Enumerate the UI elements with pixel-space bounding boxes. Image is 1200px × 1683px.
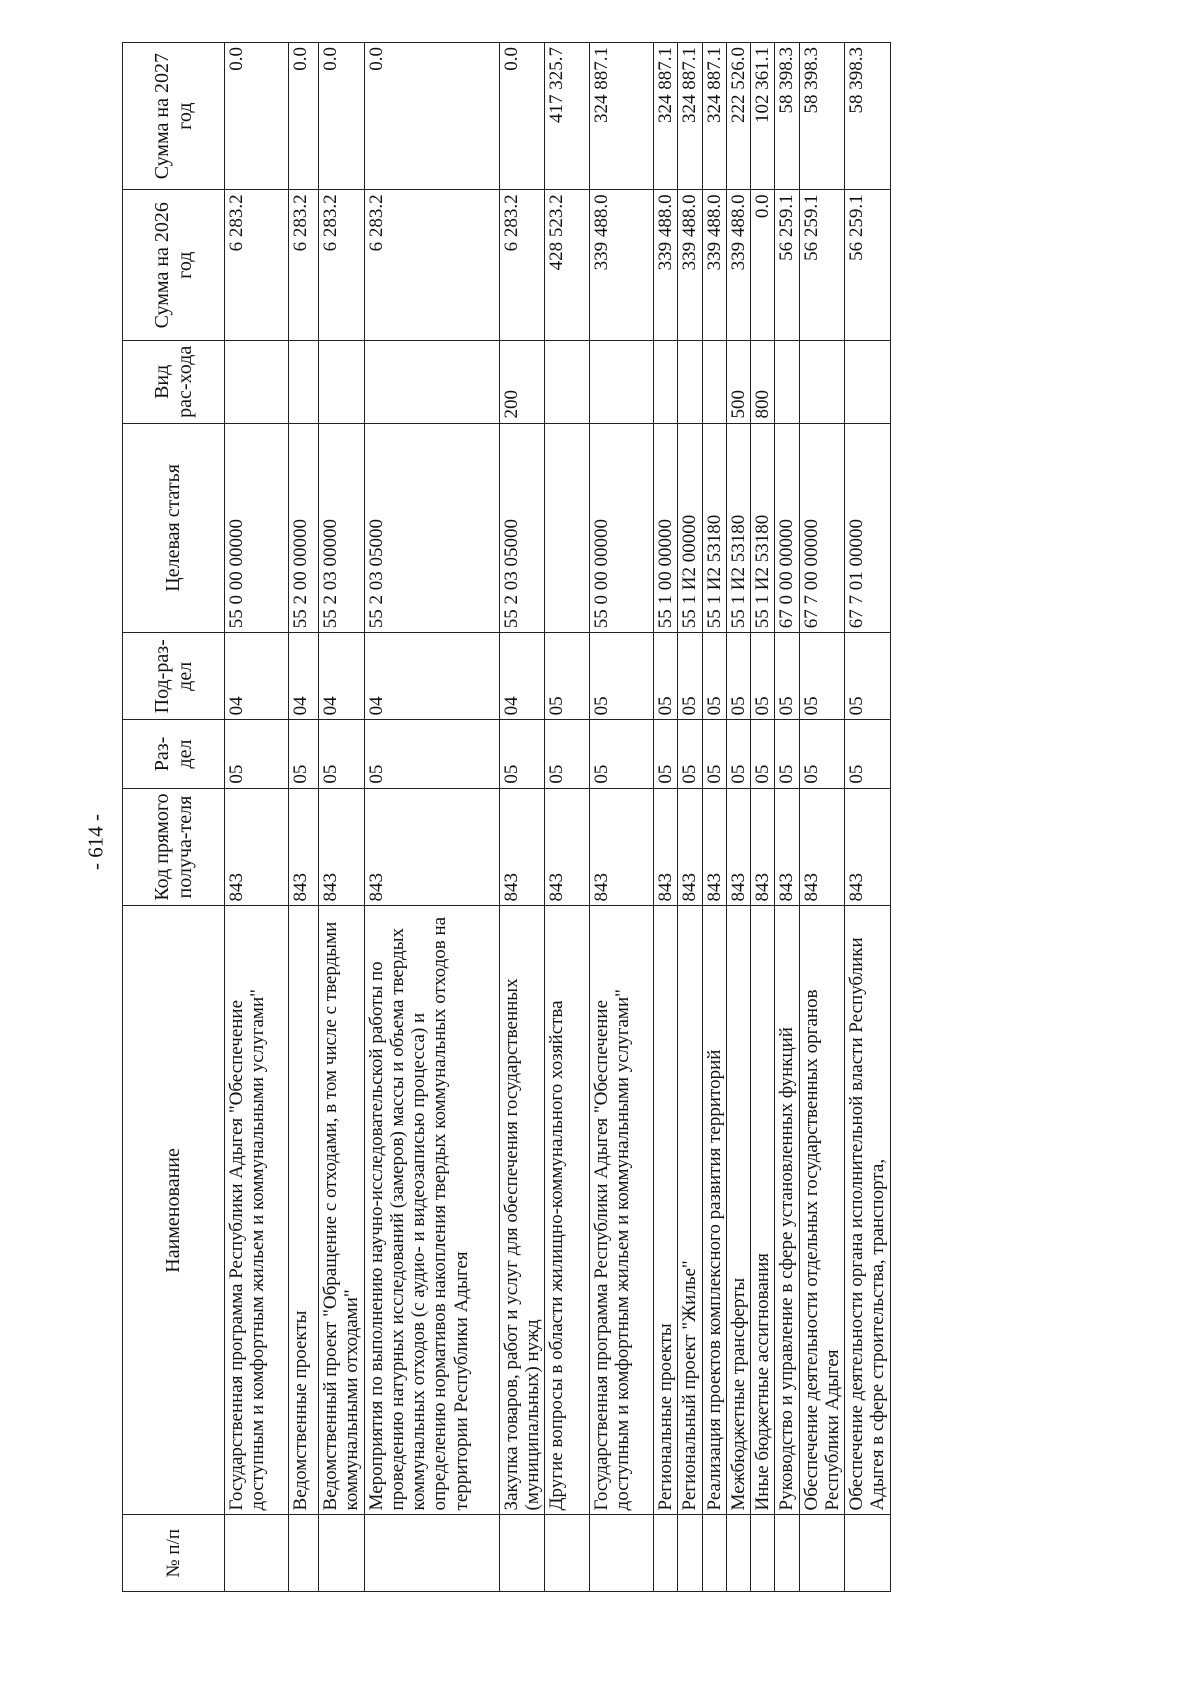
header-name: Наименование [123, 906, 225, 1515]
table-row [751, 43, 775, 1592]
cell-sum2026: 56 259.1 [845, 190, 891, 341]
cell-name: Мероприятия по выполнению научно-исследовательской работы по проведению натурных исследований (замеров) массы и объема твердых коммунальных отходов (с аудио- и видеозаписью процесса) и определению нормативов накопления твердых коммунальных отходов на территории Республики Адыгея [364, 906, 499, 1515]
cell-sum2027: 102 361.1 [751, 43, 775, 190]
cell-target: 55 1 И2 00000 [678, 423, 702, 633]
cell-expense: 500 [726, 341, 750, 423]
cell-recipient: 843 [845, 788, 891, 906]
cell-subsection: 05 [775, 633, 799, 720]
table-row [775, 43, 799, 1592]
cell-section: 05 [678, 720, 702, 788]
table-row [726, 43, 750, 1592]
table-row [289, 43, 319, 1592]
cell-no [678, 1515, 702, 1592]
table-row [545, 43, 590, 1592]
cell-name: Иные бюджетные ассигнования [751, 906, 775, 1515]
cell-section: 05 [775, 720, 799, 788]
cell-no [775, 1515, 799, 1592]
cell-sum2026: 339 488.0 [590, 190, 654, 341]
table-row [499, 43, 545, 1592]
cell-section: 05 [751, 720, 775, 788]
cell-expense [545, 341, 590, 423]
cell-expense [364, 341, 499, 423]
cell-sum2026: 339 488.0 [678, 190, 702, 341]
table-row [364, 43, 499, 1592]
cell-name: Государственная программа Республики Адыгея "Обеспечение доступным и комфортным жильем и коммунальными услугами" [590, 906, 654, 1515]
header-sum-2026: Сумма на 2026 год [123, 190, 225, 341]
cell-subsection: 04 [289, 633, 319, 720]
cell-section: 05 [499, 720, 545, 788]
cell-section: 05 [845, 720, 891, 788]
table-row [654, 43, 678, 1592]
cell-recipient: 843 [590, 788, 654, 906]
cell-recipient: 843 [726, 788, 750, 906]
cell-expense [654, 341, 678, 423]
header-section: Раз-дел [123, 720, 225, 788]
cell-sum2027: 0.0 [499, 43, 545, 190]
header-subsection: Под-раз-дел [123, 633, 225, 720]
budget-table [122, 42, 891, 1592]
cell-no [654, 1515, 678, 1592]
cell-subsection: 05 [654, 633, 678, 720]
cell-sum2026: 428 523.2 [545, 190, 590, 341]
cell-subsection: 05 [751, 633, 775, 720]
cell-sum2027: 58 398.3 [845, 43, 891, 190]
cell-no [319, 1515, 365, 1592]
table-body [225, 43, 891, 1592]
cell-sum2026: 6 283.2 [319, 190, 365, 341]
cell-subsection: 05 [545, 633, 590, 720]
cell-section: 05 [590, 720, 654, 788]
cell-target: 55 1 И2 53180 [702, 423, 726, 633]
cell-target: 55 1 И2 53180 [726, 423, 750, 633]
cell-expense: 800 [751, 341, 775, 423]
table-row [702, 43, 726, 1592]
budget-table-container [122, 42, 1052, 1592]
cell-sum2027: 417 325.7 [545, 43, 590, 190]
cell-no [751, 1515, 775, 1592]
cell-subsection: 05 [845, 633, 891, 720]
cell-no [225, 1515, 289, 1592]
table-row [845, 43, 891, 1592]
cell-sum2026: 339 488.0 [654, 190, 678, 341]
cell-sum2026: 6 283.2 [364, 190, 499, 341]
cell-target: 55 2 00 00000 [289, 423, 319, 633]
cell-sum2026: 6 283.2 [289, 190, 319, 341]
cell-recipient: 843 [702, 788, 726, 906]
cell-subsection: 04 [225, 633, 289, 720]
cell-no [289, 1515, 319, 1592]
cell-name: Руководство и управление в сфере установленных функций [775, 906, 799, 1515]
cell-target: 67 7 00 00000 [799, 423, 845, 633]
cell-target: 55 0 00 00000 [590, 423, 654, 633]
cell-recipient: 843 [225, 788, 289, 906]
header-recipient: Код прямого получа-теля [123, 788, 225, 906]
cell-subsection: 04 [364, 633, 499, 720]
cell-section: 05 [799, 720, 845, 788]
cell-name: Обеспечение деятельности отдельных государственных органов Республики Адыгея [799, 906, 845, 1515]
cell-subsection: 05 [678, 633, 702, 720]
header-sum-2027: Сумма на 2027 год [123, 43, 225, 190]
cell-sum2027: 0.0 [289, 43, 319, 190]
cell-expense [319, 341, 365, 423]
cell-recipient: 843 [545, 788, 590, 906]
cell-sum2027: 58 398.3 [799, 43, 845, 190]
cell-recipient: 843 [654, 788, 678, 906]
table-row [590, 43, 654, 1592]
cell-section: 05 [225, 720, 289, 788]
cell-target: 55 2 03 05000 [364, 423, 499, 633]
cell-no [545, 1515, 590, 1592]
page-number: - 614 - [83, 814, 108, 870]
cell-sum2026: 6 283.2 [499, 190, 545, 341]
header-expense: Вид рас-хода [123, 341, 225, 423]
table-row [319, 43, 365, 1592]
cell-expense [845, 341, 891, 423]
cell-expense [289, 341, 319, 423]
cell-name: Региональные проекты [654, 906, 678, 1515]
cell-section: 05 [702, 720, 726, 788]
cell-recipient: 843 [678, 788, 702, 906]
cell-no [799, 1515, 845, 1592]
cell-section: 05 [545, 720, 590, 788]
cell-no [702, 1515, 726, 1592]
cell-expense [590, 341, 654, 423]
cell-sum2026: 339 488.0 [702, 190, 726, 341]
cell-expense [775, 341, 799, 423]
cell-target: 67 7 01 00000 [845, 423, 891, 633]
cell-section: 05 [319, 720, 365, 788]
cell-no [726, 1515, 750, 1592]
cell-name: Реализация проектов комплексного развития территорий [702, 906, 726, 1515]
cell-no [590, 1515, 654, 1592]
cell-sum2027: 222 526.0 [726, 43, 750, 190]
cell-target [545, 423, 590, 633]
header-no: № п/п [123, 1515, 225, 1592]
cell-recipient: 843 [319, 788, 365, 906]
cell-recipient: 843 [775, 788, 799, 906]
cell-sum2027: 324 887.1 [702, 43, 726, 190]
cell-sum2027: 0.0 [319, 43, 365, 190]
cell-sum2027: 0.0 [364, 43, 499, 190]
cell-sum2026: 6 283.2 [225, 190, 289, 341]
cell-name: Другие вопросы в области жилищно-коммунального хозяйства [545, 906, 590, 1515]
cell-target: 55 2 03 05000 [499, 423, 545, 633]
cell-recipient: 843 [289, 788, 319, 906]
cell-sum2027: 324 887.1 [654, 43, 678, 190]
cell-sum2027: 324 887.1 [678, 43, 702, 190]
cell-subsection: 05 [590, 633, 654, 720]
cell-section: 05 [654, 720, 678, 788]
cell-subsection: 05 [702, 633, 726, 720]
cell-sum2026: 0.0 [751, 190, 775, 341]
cell-section: 05 [364, 720, 499, 788]
cell-sum2026: 339 488.0 [726, 190, 750, 341]
cell-recipient: 843 [364, 788, 499, 906]
header-target: Целевая статья [123, 423, 225, 633]
cell-subsection: 05 [726, 633, 750, 720]
cell-target: 55 0 00 00000 [225, 423, 289, 633]
cell-section: 05 [289, 720, 319, 788]
cell-recipient: 843 [499, 788, 545, 906]
table-row [678, 43, 702, 1592]
cell-expense [702, 341, 726, 423]
cell-expense [225, 341, 289, 423]
cell-no [845, 1515, 891, 1592]
cell-sum2027: 0.0 [225, 43, 289, 190]
cell-recipient: 843 [751, 788, 775, 906]
cell-target: 55 2 03 00000 [319, 423, 365, 633]
cell-expense: 200 [499, 341, 545, 423]
cell-sum2027: 58 398.3 [775, 43, 799, 190]
cell-no [364, 1515, 499, 1592]
cell-name: Межбюджетные трансферты [726, 906, 750, 1515]
cell-sum2026: 56 259.1 [775, 190, 799, 341]
cell-sum2026: 56 259.1 [799, 190, 845, 341]
cell-name: Закупка товаров, работ и услуг для обеспечения государственных (муниципальных) нужд [499, 906, 545, 1515]
cell-name: Региональный проект "Жилье" [678, 906, 702, 1515]
cell-expense [799, 341, 845, 423]
cell-target: 67 0 00 00000 [775, 423, 799, 633]
cell-name: Ведомственные проекты [289, 906, 319, 1515]
cell-target: 55 1 00 00000 [654, 423, 678, 633]
cell-name: Обеспечение деятельности органа исполнительной власти Республики Адыгея в сфере строительства, транспорта, [845, 906, 891, 1515]
cell-subsection: 04 [499, 633, 545, 720]
cell-no [499, 1515, 545, 1592]
cell-subsection: 05 [799, 633, 845, 720]
cell-expense [678, 341, 702, 423]
table-header-row [123, 43, 225, 1592]
cell-sum2027: 324 887.1 [590, 43, 654, 190]
table-row [225, 43, 289, 1592]
cell-section: 05 [726, 720, 750, 788]
cell-recipient: 843 [799, 788, 845, 906]
cell-name: Ведомственный проект "Обращение с отходами, в том числе с твердыми коммунальными отходами" [319, 906, 365, 1515]
cell-name: Государственная программа Республики Адыгея "Обеспечение доступным и комфортным жильем и коммунальными услугами" [225, 906, 289, 1515]
cell-target: 55 1 И2 53180 [751, 423, 775, 633]
cell-subsection: 04 [319, 633, 365, 720]
table-row [799, 43, 845, 1592]
